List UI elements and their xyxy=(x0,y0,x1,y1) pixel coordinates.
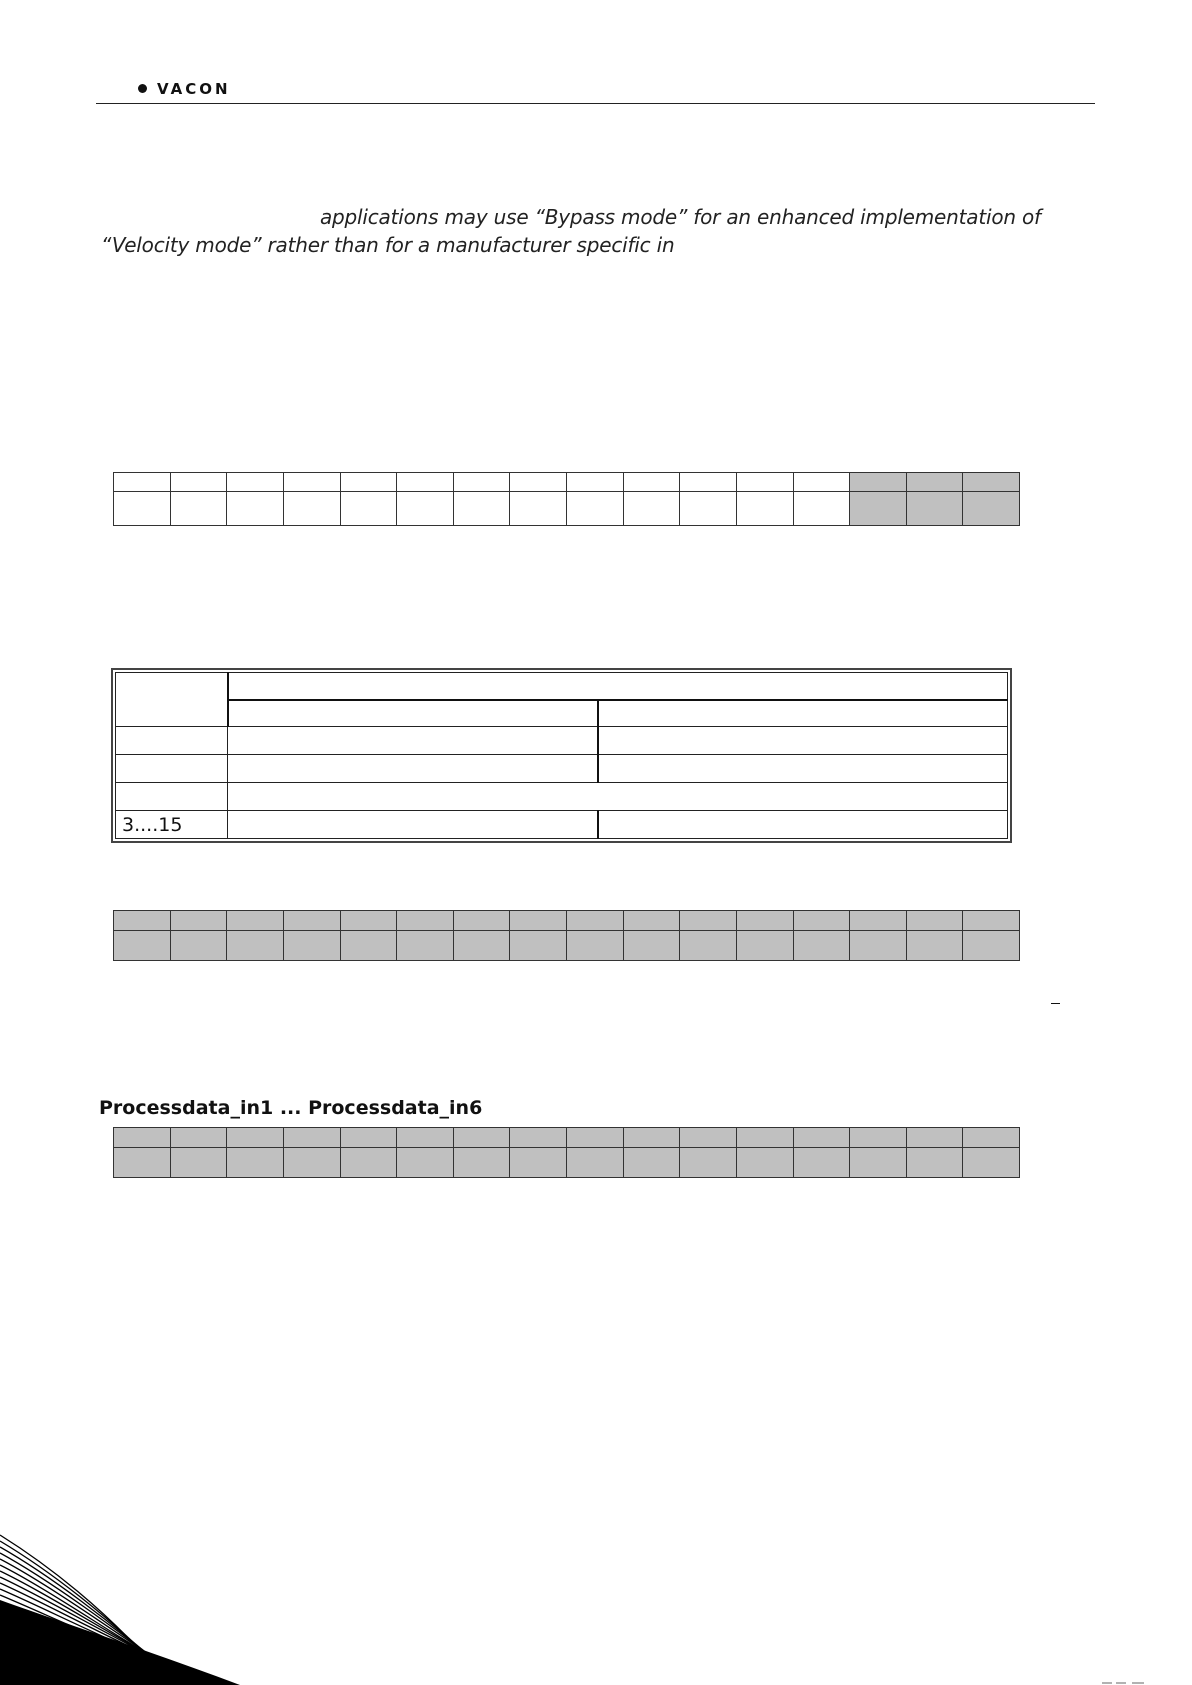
bit-cell-shaded xyxy=(623,931,680,961)
bit-cell xyxy=(170,492,227,526)
bit-cell-shaded xyxy=(736,1148,793,1178)
processdata-bit-table xyxy=(113,1127,1020,1178)
bit-cell-shaded xyxy=(793,1128,850,1148)
bit-cell-shaded xyxy=(906,911,963,931)
bit-cell xyxy=(227,473,284,492)
table-cell xyxy=(228,783,1008,811)
bit-cell-shaded xyxy=(850,473,907,492)
bit-cell xyxy=(340,492,397,526)
bit-cell-shaded xyxy=(170,911,227,931)
bit-cell-shaded xyxy=(397,911,454,931)
bit-cell-shaded xyxy=(114,1148,171,1178)
bit-cell xyxy=(736,473,793,492)
bit-cell-shaded xyxy=(680,931,737,961)
table-cell xyxy=(116,727,228,755)
bit-cell-shaded xyxy=(283,1128,340,1148)
bit-cell-shaded xyxy=(850,931,907,961)
bit-cell xyxy=(283,492,340,526)
bit-cell-shaded xyxy=(453,911,510,931)
bit-cell-shaded xyxy=(170,1128,227,1148)
bit-cell xyxy=(623,492,680,526)
bit-cell-shaded xyxy=(170,931,227,961)
bit-cell-shaded xyxy=(906,473,963,492)
bit-cell xyxy=(567,473,624,492)
bit-cell xyxy=(510,473,567,492)
bit-cell xyxy=(680,492,737,526)
bit-cell-shaded xyxy=(510,1128,567,1148)
bit-cell-shaded xyxy=(850,1128,907,1148)
bit-cell-shaded xyxy=(623,1128,680,1148)
bit-cell-shaded xyxy=(963,1148,1020,1178)
footer-corner-mark xyxy=(1100,1675,1180,1685)
table-cell xyxy=(598,727,1008,755)
bit-cell-shaded xyxy=(680,1128,737,1148)
bit-cell-shaded xyxy=(510,911,567,931)
bit-cell-shaded xyxy=(340,931,397,961)
table-cell xyxy=(228,811,598,839)
bit-cell xyxy=(283,473,340,492)
table-row-label: 3....15 xyxy=(116,811,228,839)
bit-cell-shaded xyxy=(793,911,850,931)
bit-cell-shaded xyxy=(510,1148,567,1178)
bit-cell-shaded xyxy=(963,492,1020,526)
status-word-bit-table xyxy=(113,910,1020,961)
bit-cell xyxy=(567,492,624,526)
bit-cell-shaded xyxy=(567,911,624,931)
bit-cell-shaded xyxy=(736,931,793,961)
bit-cell-shaded xyxy=(340,1148,397,1178)
bit-cell-shaded xyxy=(283,931,340,961)
bit-cell xyxy=(114,473,171,492)
table-cell xyxy=(598,811,1008,839)
bit-cell xyxy=(736,492,793,526)
header-bullet-icon xyxy=(138,84,147,93)
vacon-logo: VACON xyxy=(157,80,231,98)
bit-cell-shaded xyxy=(227,911,284,931)
bit-cell-shaded xyxy=(736,1128,793,1148)
bit-cell-shaded xyxy=(680,911,737,931)
bit-cell-shaded xyxy=(567,1148,624,1178)
bit-cell xyxy=(793,473,850,492)
bit-cell-shaded xyxy=(623,911,680,931)
bit-cell-shaded xyxy=(397,1148,454,1178)
bit-cell xyxy=(340,473,397,492)
bit-cell-shaded xyxy=(510,931,567,961)
table-header-cell xyxy=(228,673,1008,700)
bit-cell xyxy=(114,492,171,526)
table-header-cell xyxy=(598,700,1008,727)
bit-cell-shaded xyxy=(963,931,1020,961)
intro-text-line-2: “Velocity mode” rather than for a manufacturer specific in xyxy=(101,233,675,257)
bit-cell-shaded xyxy=(114,911,171,931)
bit-cell-shaded xyxy=(170,1148,227,1178)
table-header-cell xyxy=(228,700,598,727)
table-header-cell xyxy=(116,673,228,727)
bit-cell-shaded xyxy=(963,1128,1020,1148)
bit-cell-shaded xyxy=(623,1148,680,1178)
dash-mark xyxy=(1051,1003,1060,1004)
bit-cell-shaded xyxy=(963,473,1020,492)
table-cell xyxy=(228,727,598,755)
bit-cell-shaded xyxy=(567,1128,624,1148)
bit-description-table-frame xyxy=(111,668,1012,843)
table-cell xyxy=(228,755,598,783)
bit-cell-shaded xyxy=(340,1128,397,1148)
bit-cell-shaded xyxy=(283,911,340,931)
bit-cell-shaded xyxy=(850,1148,907,1178)
bit-cell-shaded xyxy=(736,911,793,931)
intro-text-line-1: applications may use “Bypass mode” for an enhanced implementation of xyxy=(320,205,1041,229)
bit-cell-shaded xyxy=(227,931,284,961)
bit-cell-shaded xyxy=(453,1148,510,1178)
header-divider xyxy=(96,103,1095,104)
bit-cell-shaded xyxy=(850,492,907,526)
bit-cell-shaded xyxy=(114,1128,171,1148)
bit-cell xyxy=(793,492,850,526)
bit-cell-shaded xyxy=(906,931,963,961)
footer-swoosh-graphic xyxy=(0,1530,260,1685)
bit-cell xyxy=(397,473,454,492)
bit-cell-shaded xyxy=(453,931,510,961)
bit-cell xyxy=(170,473,227,492)
bit-cell-shaded xyxy=(850,911,907,931)
bit-cell-shaded xyxy=(227,1128,284,1148)
table-cell xyxy=(116,755,228,783)
bit-cell xyxy=(397,492,454,526)
bit-cell-shaded xyxy=(114,931,171,961)
bit-cell-shaded xyxy=(793,931,850,961)
processdata-section-title: Processdata_in1 ... Processdata_in6 xyxy=(99,1097,483,1119)
bit-cell xyxy=(623,473,680,492)
bit-cell-shaded xyxy=(453,1128,510,1148)
bit-description-table xyxy=(115,672,1008,839)
bit-cell xyxy=(510,492,567,526)
bit-cell-shaded xyxy=(963,911,1020,931)
bit-cell-shaded xyxy=(567,931,624,961)
bit-cell xyxy=(453,473,510,492)
table-cell xyxy=(116,783,228,811)
bit-cell-shaded xyxy=(397,1128,454,1148)
bit-cell-shaded xyxy=(906,492,963,526)
bit-cell-shaded xyxy=(680,1148,737,1178)
bit-cell xyxy=(680,473,737,492)
bit-cell-shaded xyxy=(283,1148,340,1178)
bit-cell-shaded xyxy=(397,931,454,961)
bit-cell-shaded xyxy=(227,1148,284,1178)
bit-cell-shaded xyxy=(340,911,397,931)
bit-cell-shaded xyxy=(793,1148,850,1178)
bit-cell-shaded xyxy=(906,1148,963,1178)
table-cell xyxy=(598,755,1008,783)
bit-cell xyxy=(453,492,510,526)
bit-cell xyxy=(227,492,284,526)
bit-cell-shaded xyxy=(906,1128,963,1148)
control-word-bit-table xyxy=(113,472,1020,526)
